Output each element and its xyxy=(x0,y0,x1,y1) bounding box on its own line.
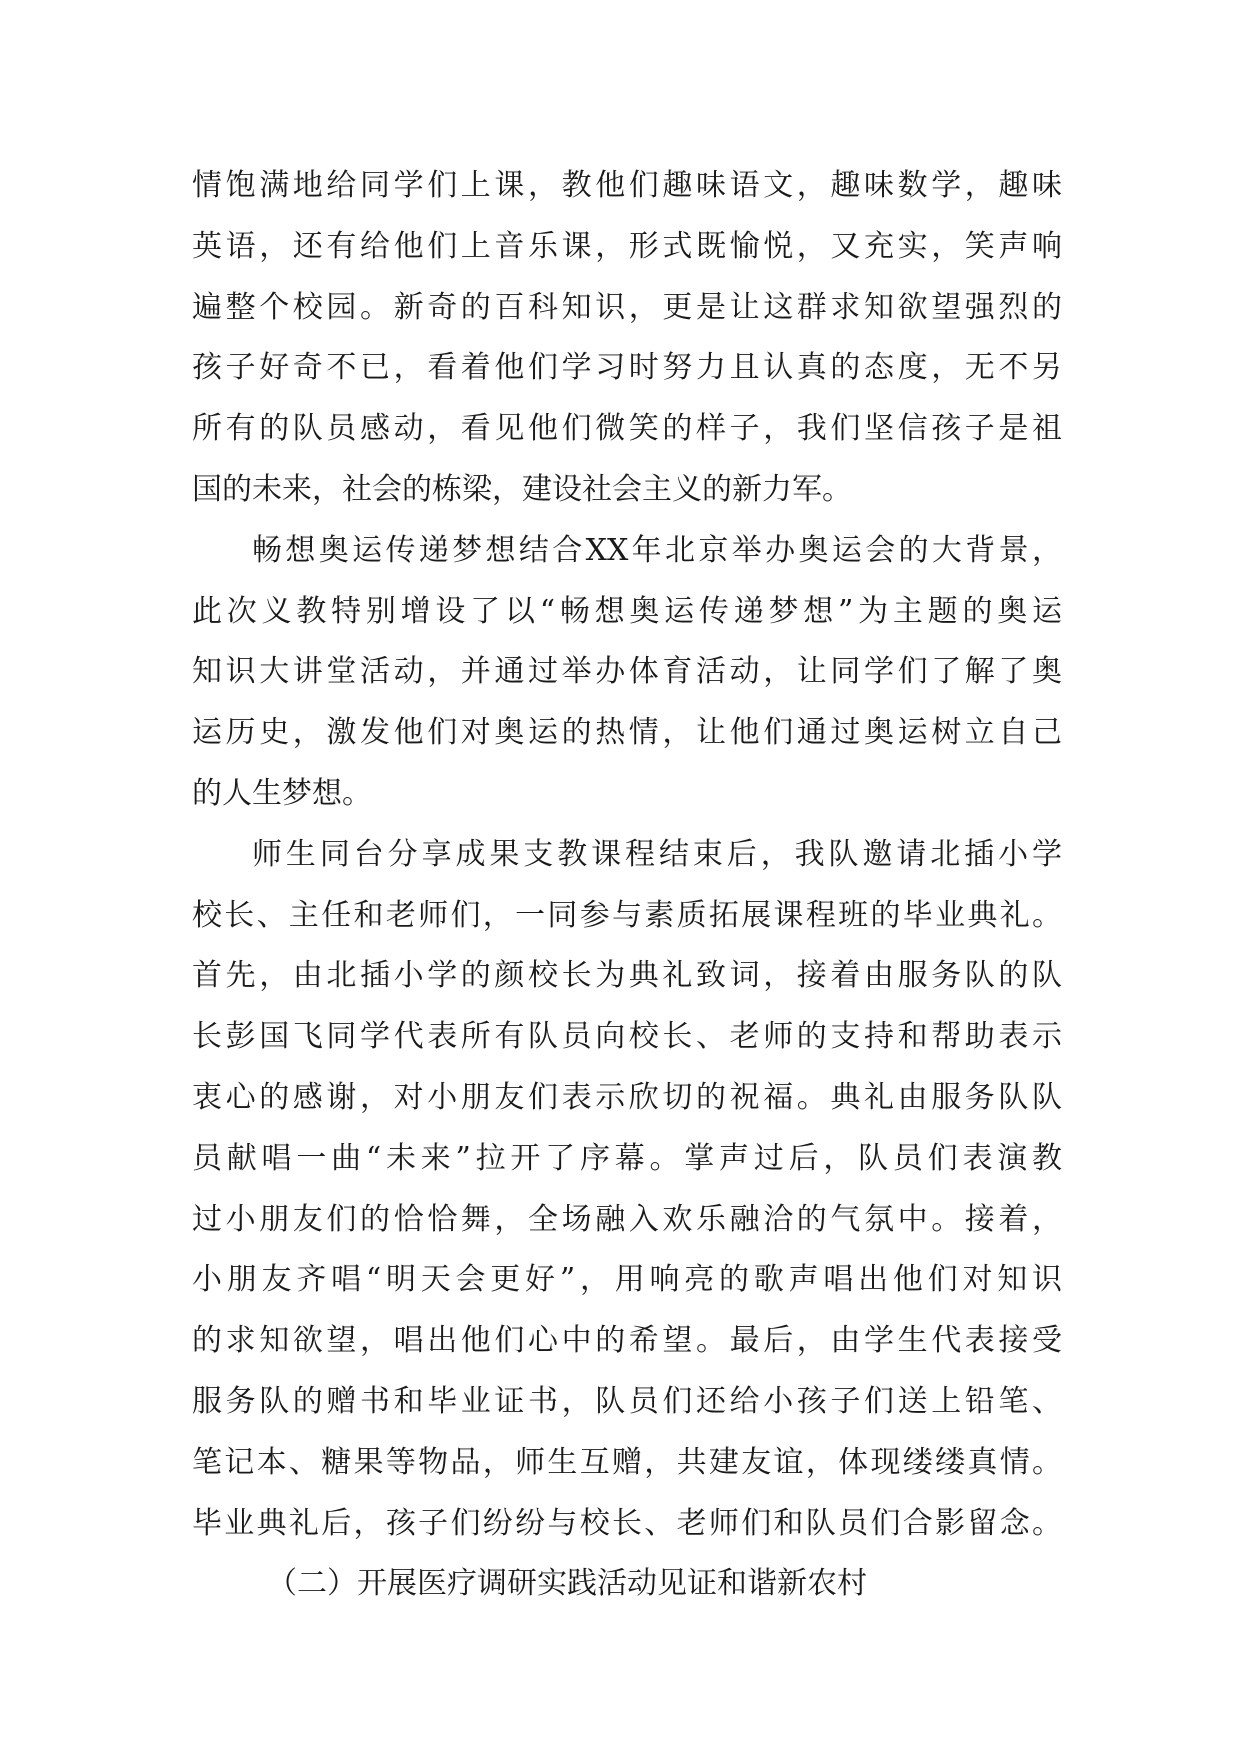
text-line: 的人生梦想。 xyxy=(192,775,372,811)
text-line: 遍整个校园。新奇的百科知识，更是让这群求知欲望强烈的 xyxy=(192,289,1062,325)
section-heading: （二）开展医疗调研实践活动见证和谐新农村 xyxy=(267,1566,867,1602)
paragraph-1 xyxy=(192,156,1062,521)
text-line: 衷心的感谢，对小朋友们表示欣切的祝福。典礼由服务队队 xyxy=(192,1079,1062,1115)
document-body xyxy=(192,156,1062,1615)
text-line: 英语，还有给他们上音乐课，形式既愉悦，又充实，笑声响 xyxy=(192,228,1062,264)
text-line: 笔记本、糖果等物品，师生互赠，共建友谊，体现缕缕真情。 xyxy=(192,1444,1062,1480)
text-line: 畅想奥运传递梦想结合XX年北京举办奥运会的大背景， xyxy=(252,532,1062,568)
text-line: 长彭国飞同学代表所有队员向校长、老师的支持和帮助表示 xyxy=(192,1019,1062,1055)
text-line: 知识大讲堂活动，并通过举办体育活动，让同学们了解了奥 xyxy=(192,654,1062,690)
text-line: 服务队的赠书和毕业证书，队员们还给小孩子们送上铅笔、 xyxy=(192,1383,1062,1419)
text-line: 所有的队员感动，看见他们微笑的样子，我们坚信孩子是祖 xyxy=(192,411,1062,447)
text-line: 首先，由北插小学的颜校长为典礼致词，接着由服务队的队 xyxy=(192,958,1062,994)
text-line: 小朋友齐唱“明天会更好”，用响亮的歌声唱出他们对知识 xyxy=(192,1262,1062,1298)
text-line: 此次义教特别增设了以“畅想奥运传递梦想”为主题的奥运 xyxy=(192,593,1062,629)
text-line: 过小朋友们的恰恰舞，全场融入欢乐融洽的气氛中。接着， xyxy=(192,1201,1062,1237)
text-line: 师生同台分享成果支教课程结束后，我队邀请北插小学 xyxy=(252,836,1062,872)
text-line: 员献唱一曲“未来”拉开了序幕。掌声过后，队员们表演教 xyxy=(192,1140,1062,1176)
text-line: 国的未来，社会的栋梁，建设社会主义的新力军。 xyxy=(192,471,852,507)
text-line: 情饱满地给同学们上课，教他们趣味语文，趣味数学，趣味 xyxy=(192,168,1062,203)
text-line: 孩子好奇不已，看着他们学习时努力且认真的态度，无不另 xyxy=(192,350,1062,386)
paragraph-2 xyxy=(192,521,1062,825)
paragraph-3 xyxy=(192,825,1062,1555)
text-line: 的求知欲望，唱出他们心中的希望。最后，由学生代表接受 xyxy=(192,1323,1062,1359)
text-line: 校长、主任和老师们，一同参与素质拓展课程班的毕业典礼。 xyxy=(192,897,1062,933)
text-line: 运历史，激发他们对奥运的热情，让他们通过奥运树立自己 xyxy=(192,715,1062,751)
text-line: 毕业典礼后，孩子们纷纷与校长、老师们和队员们合影留念。 xyxy=(192,1505,1062,1541)
